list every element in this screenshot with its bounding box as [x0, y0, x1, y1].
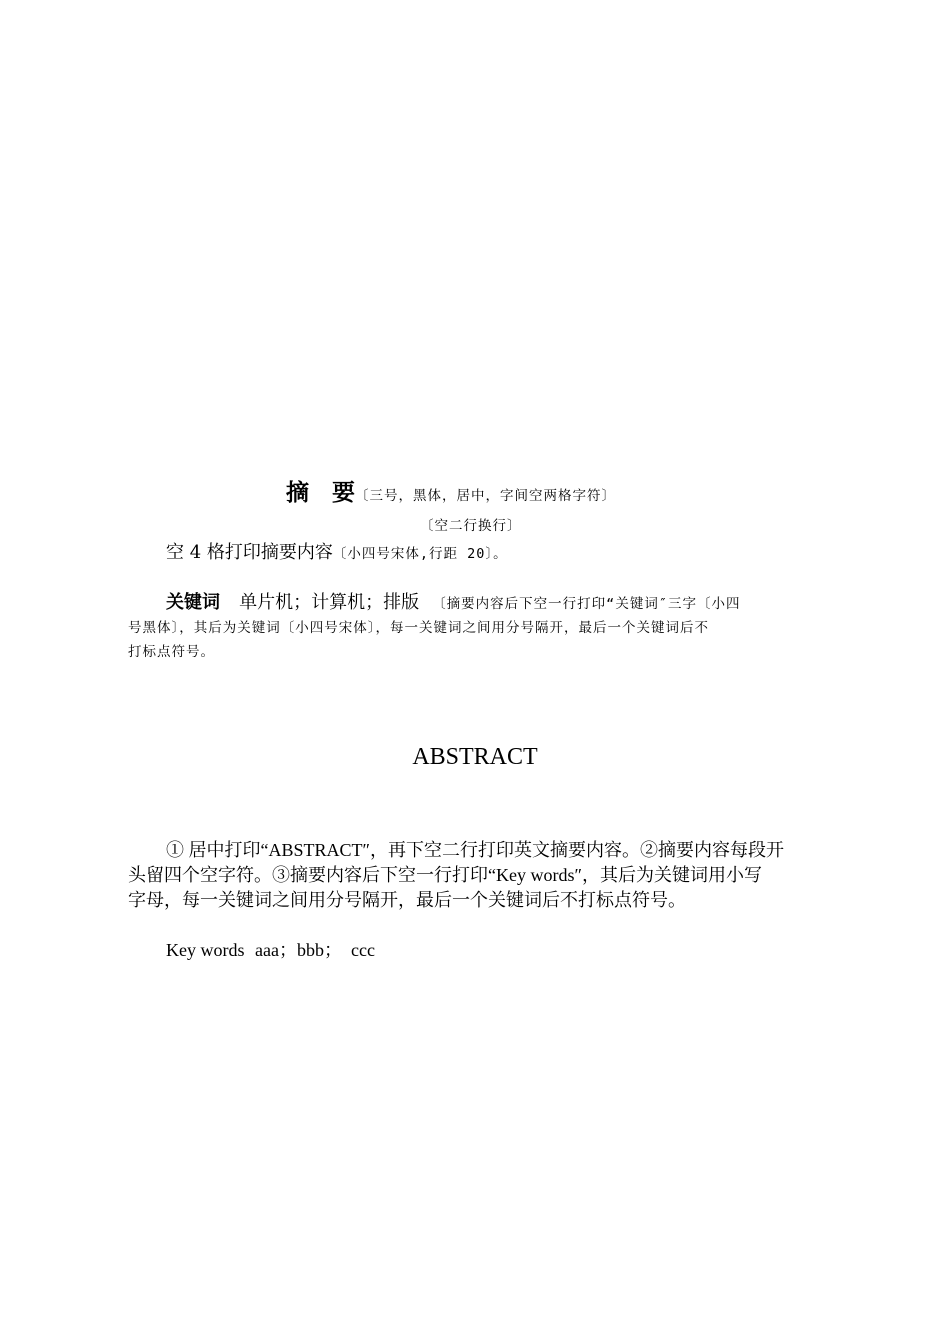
en-instructions-line3: 字母，每一关键词之间用分号隔开，最后一个关键词后不打标点符号。: [128, 890, 686, 910]
zh-abstract-title: 摘 要: [286, 480, 355, 506]
abstract-content-text: 空 4 格打印摘要内容: [166, 542, 333, 563]
en-instructions-line1: ① 居中打印“ABSTRACT″，再下空二行打印英文摘要内容。②摘要内容每段开: [166, 840, 784, 860]
en-keywords-values: aaa；bbb； ccc: [255, 940, 375, 960]
keywords-label: 关键词: [166, 592, 220, 613]
title-format-note: 〔三号，黑体，居中，字间空两格字符〕: [355, 488, 616, 504]
keywords-note-part2: 号黑体〕，其后为关键词〔小四号宋体〕，每一关键词之间用分号隔开，最后一个关键词后不: [128, 620, 709, 636]
abstract-content-line: [166, 538, 508, 564]
keywords-line: [166, 588, 740, 614]
blank-line-note: 〔空二行换行〕: [420, 518, 522, 534]
keywords-values: 单片机；计算机；排版: [239, 592, 420, 613]
zh-abstract-heading: [286, 474, 616, 507]
en-keywords-line: [166, 936, 375, 962]
en-keywords-label: Key words: [166, 940, 245, 960]
keywords-note-part3: 打标点符号。: [128, 644, 215, 660]
keywords-note-part1: 〔摘要内容后下空一行打印“关键词″三字〔小四: [432, 596, 741, 612]
abstract-format-note: 〔小四号宋体,行距 20〕。: [332, 546, 508, 562]
en-abstract-title: ABSTRACT: [412, 744, 538, 770]
en-instructions-line2: 头留四个空字符。③摘要内容后下空一行打印“Key words″，其后为关键词用小写: [128, 865, 762, 885]
